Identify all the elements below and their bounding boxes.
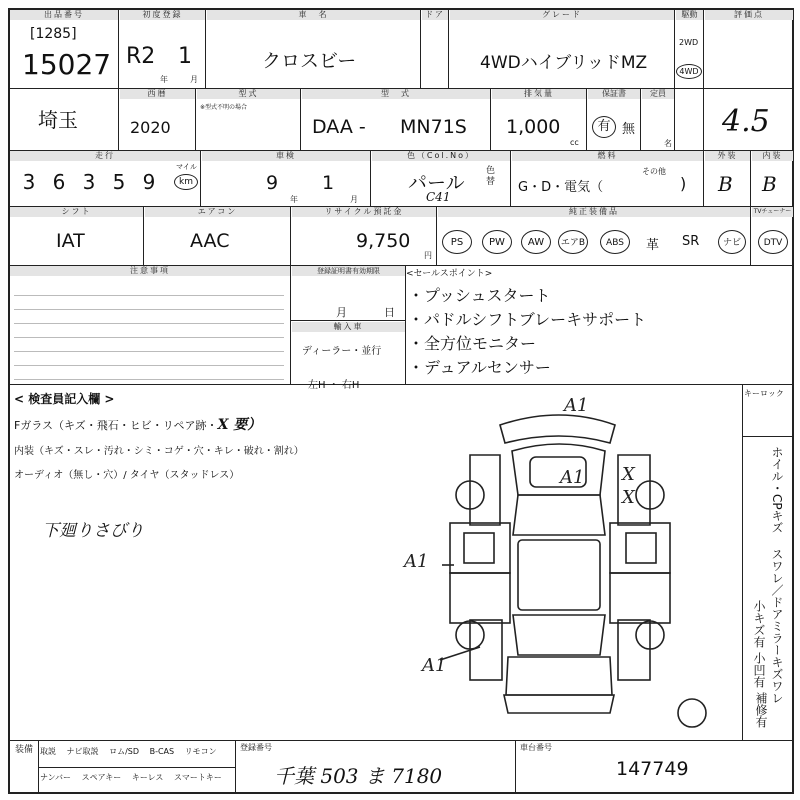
cc-unit: cc bbox=[570, 138, 579, 147]
left-front-fender bbox=[470, 455, 500, 525]
inspection-line-audio: オーディオ（無し・穴）/ タイヤ（スタッドレス） bbox=[14, 470, 240, 481]
chassis-number: 147749 bbox=[616, 758, 689, 780]
footer-side-label: 装備 bbox=[14, 745, 33, 755]
ac: AAC bbox=[190, 230, 230, 252]
footer-item: スマートキー bbox=[173, 773, 222, 782]
shaken-year: 9 bbox=[266, 172, 279, 194]
footer-items-row2 bbox=[40, 772, 222, 783]
left-rear-door bbox=[450, 573, 510, 623]
equip-leather: 革 bbox=[646, 238, 660, 253]
mileage-digits bbox=[14, 170, 164, 194]
inspection-title: < 検査員記入欄 > bbox=[14, 392, 115, 406]
color-label: 色（Col.No） bbox=[372, 151, 510, 161]
mileage-digit: 9 bbox=[142, 170, 156, 194]
region: 埼玉 bbox=[38, 108, 78, 132]
sales-point: ・パドルシフトブレーキサポート bbox=[408, 310, 647, 329]
car-name: クロスビー bbox=[262, 50, 357, 72]
damage-mark-left: A1 bbox=[404, 551, 429, 572]
year: 2020 bbox=[130, 118, 171, 137]
interior-grade: B bbox=[762, 172, 777, 196]
model-sub: ※型式不明の場合 bbox=[200, 104, 248, 111]
fuel-label: 燃料 bbox=[512, 151, 703, 161]
equip-ps: PS bbox=[442, 230, 472, 254]
recycle-label: リサイクル預託金 bbox=[292, 207, 436, 217]
equip-label: 純正装備品 bbox=[438, 207, 750, 217]
first-reg-month: 1 bbox=[178, 44, 192, 69]
km-unit-circled: km bbox=[174, 174, 198, 190]
model-label: 型式 bbox=[197, 89, 300, 99]
footer-item: 取説 bbox=[40, 747, 56, 756]
damage-mark-rear-left: A1 bbox=[422, 655, 447, 676]
import-label: 輸入車 bbox=[292, 322, 405, 332]
equip-airbag: エアB bbox=[558, 230, 588, 254]
color: パール bbox=[408, 172, 465, 194]
right-rear-door bbox=[610, 573, 670, 623]
footer-item: キーレス bbox=[131, 773, 164, 782]
footer-items-row1 bbox=[40, 746, 217, 757]
model-code: MN71S bbox=[400, 116, 467, 138]
displacement-label: 排気量 bbox=[492, 89, 586, 99]
damage-mark-x2: X bbox=[622, 487, 635, 508]
reg-month: 月 bbox=[336, 306, 347, 319]
sales-points bbox=[408, 284, 646, 380]
yen-unit: 円 bbox=[424, 251, 432, 260]
warranty-yes-circled: 有 bbox=[592, 116, 616, 138]
right-front-door bbox=[610, 523, 670, 573]
plate-number: 千葉 503 ま 7180 bbox=[274, 764, 443, 788]
car-name-label: 車 名 bbox=[207, 10, 420, 20]
shaken-label: 車検 bbox=[202, 151, 370, 161]
keylock-label: キーロック bbox=[744, 389, 784, 398]
lot-number: 15027 bbox=[22, 48, 112, 81]
footer-item: リモコン bbox=[184, 747, 217, 756]
right-note-scratch: 小キズ有 bbox=[752, 600, 766, 648]
interior-label: 内装 bbox=[752, 151, 793, 161]
ac-label: エアコン bbox=[145, 207, 290, 217]
sales-point: ・プッシュスタート bbox=[408, 286, 551, 305]
mile-unit: マイル bbox=[176, 163, 197, 171]
model-prefix: DAA - bbox=[312, 116, 366, 138]
rear-bumper-outline bbox=[504, 695, 614, 713]
lot-label: 出品番号 bbox=[10, 10, 118, 20]
inspection-line-interior: 内装（キズ・スレ・汚れ・シミ・コゲ・穴・キレ・破れ・割れ） bbox=[14, 446, 304, 457]
recycle-fee: 9,750 bbox=[356, 230, 411, 252]
fuel-paren: ) bbox=[680, 174, 687, 193]
drive-label: 駆動 bbox=[676, 10, 703, 20]
damage-mark-x1: X bbox=[622, 464, 635, 485]
shaken-month: 1 bbox=[322, 172, 335, 194]
chassis-label: 車台番号 bbox=[520, 743, 552, 752]
rule bbox=[8, 740, 794, 741]
equip-abs: ABS bbox=[600, 230, 630, 254]
equip-aw: AW bbox=[521, 230, 551, 254]
footer-item: ナビ取説 bbox=[66, 747, 99, 756]
plate-label: 登録番号 bbox=[240, 743, 272, 752]
left-rear-fender bbox=[470, 620, 502, 680]
footer-item: B-CAS bbox=[149, 747, 175, 756]
mileage-digit: 5 bbox=[112, 170, 126, 194]
rule bbox=[8, 384, 794, 385]
right-rear-fender bbox=[618, 620, 650, 680]
mileage-digit: 3 bbox=[22, 170, 36, 194]
inspection-line-glass bbox=[14, 414, 261, 434]
mileage-digit: 6 bbox=[52, 170, 66, 194]
equip-pw: PW bbox=[482, 230, 512, 254]
car-diagram bbox=[400, 395, 730, 735]
grade: 4WDハイブリッドMZ bbox=[480, 53, 648, 73]
glass-mark: X 要） bbox=[217, 417, 262, 433]
fuel-options: G・D・電気（ bbox=[518, 180, 604, 195]
notes-label: 注意事項 bbox=[10, 266, 290, 276]
damage-mark-front: A1 bbox=[564, 395, 589, 416]
capacity-unit: 名 bbox=[664, 139, 672, 148]
left-front-door bbox=[450, 523, 510, 573]
steering-side: 左H ・ 右H bbox=[308, 380, 360, 391]
year-label: 西暦 bbox=[120, 89, 195, 99]
mileage-label: 走行 bbox=[10, 151, 200, 161]
right-note-wheel: ホイル・CPキズ bbox=[770, 446, 784, 534]
fuel-other: その他 bbox=[642, 167, 666, 176]
first-reg-era: R2 bbox=[126, 44, 156, 69]
glass-text: Fガラス（キズ・飛石・ヒビ・リペア跡・ bbox=[14, 419, 218, 432]
sales-point: ・全方位モニター bbox=[408, 334, 537, 353]
score-label: 評価点 bbox=[705, 10, 793, 20]
windshield-outline bbox=[513, 495, 605, 535]
tsuki-unit: 月 bbox=[190, 75, 198, 84]
drive-2wd: 2WD bbox=[679, 38, 699, 47]
right-note-repair: 補修有 bbox=[754, 692, 768, 728]
equip-dtv: DTV bbox=[758, 230, 788, 254]
shift-label: シフト bbox=[10, 207, 143, 217]
rear-window-outline bbox=[513, 615, 605, 655]
equip-sunroof: SR bbox=[682, 234, 700, 249]
spare-marker bbox=[678, 699, 706, 727]
right-note-mirror: スワレ／ドアミラーキズワレ bbox=[770, 548, 784, 704]
grade-label: グレード bbox=[450, 10, 674, 20]
first-reg-label: 初度登録 bbox=[120, 10, 205, 20]
damage-mark-hood: A1 bbox=[560, 467, 585, 488]
front-bumper-outline bbox=[500, 415, 615, 443]
handwritten-note: 下廻りさびり bbox=[42, 521, 144, 541]
shaken-nen: 年 bbox=[290, 195, 298, 204]
equip-navi: ナビ bbox=[718, 230, 746, 254]
shaken-tsuki: 月 bbox=[350, 195, 358, 204]
sales-points-label: <セールスポイント> bbox=[406, 269, 493, 279]
reg-label: 登録証明書有効期限 bbox=[292, 266, 405, 276]
notes-lines bbox=[14, 282, 284, 380]
right-window bbox=[626, 533, 656, 563]
color-change-label: 色替 bbox=[486, 166, 496, 187]
displacement: 1,000 bbox=[506, 116, 561, 138]
dealer-parallel: ディーラー・並行 bbox=[302, 346, 382, 357]
right-note-dent: 小凹有 bbox=[752, 652, 766, 688]
warranty-label: 保証書 bbox=[588, 89, 640, 99]
kata-label: 型 式 bbox=[302, 89, 490, 99]
door-label: ドア bbox=[422, 10, 448, 20]
footer-item: スペアキー bbox=[81, 773, 122, 782]
mileage-digit: 3 bbox=[82, 170, 96, 194]
trunk-outline bbox=[506, 657, 612, 695]
footer-item: ロム/SD bbox=[109, 747, 140, 756]
roof-outline bbox=[518, 540, 600, 610]
score: 4.5 bbox=[722, 104, 770, 139]
footer-item: ナンバー bbox=[40, 773, 72, 782]
tuner-label: TVチューナー bbox=[753, 208, 792, 215]
exterior-label: 外装 bbox=[705, 151, 750, 161]
exterior-grade: B bbox=[718, 172, 733, 196]
capacity-label: 定員 bbox=[642, 89, 674, 99]
sales-point: ・デュアルセンサー bbox=[408, 358, 551, 377]
drive-4wd-circled: 4WD bbox=[676, 64, 702, 79]
reg-day: 日 bbox=[384, 306, 395, 319]
lot-sub: [1285] bbox=[30, 26, 77, 42]
shift: IAT bbox=[56, 230, 85, 252]
warranty-no: 無 bbox=[622, 122, 636, 137]
nen-unit: 年 bbox=[160, 75, 168, 84]
color-code: C41 bbox=[426, 190, 451, 204]
left-window bbox=[464, 533, 494, 563]
